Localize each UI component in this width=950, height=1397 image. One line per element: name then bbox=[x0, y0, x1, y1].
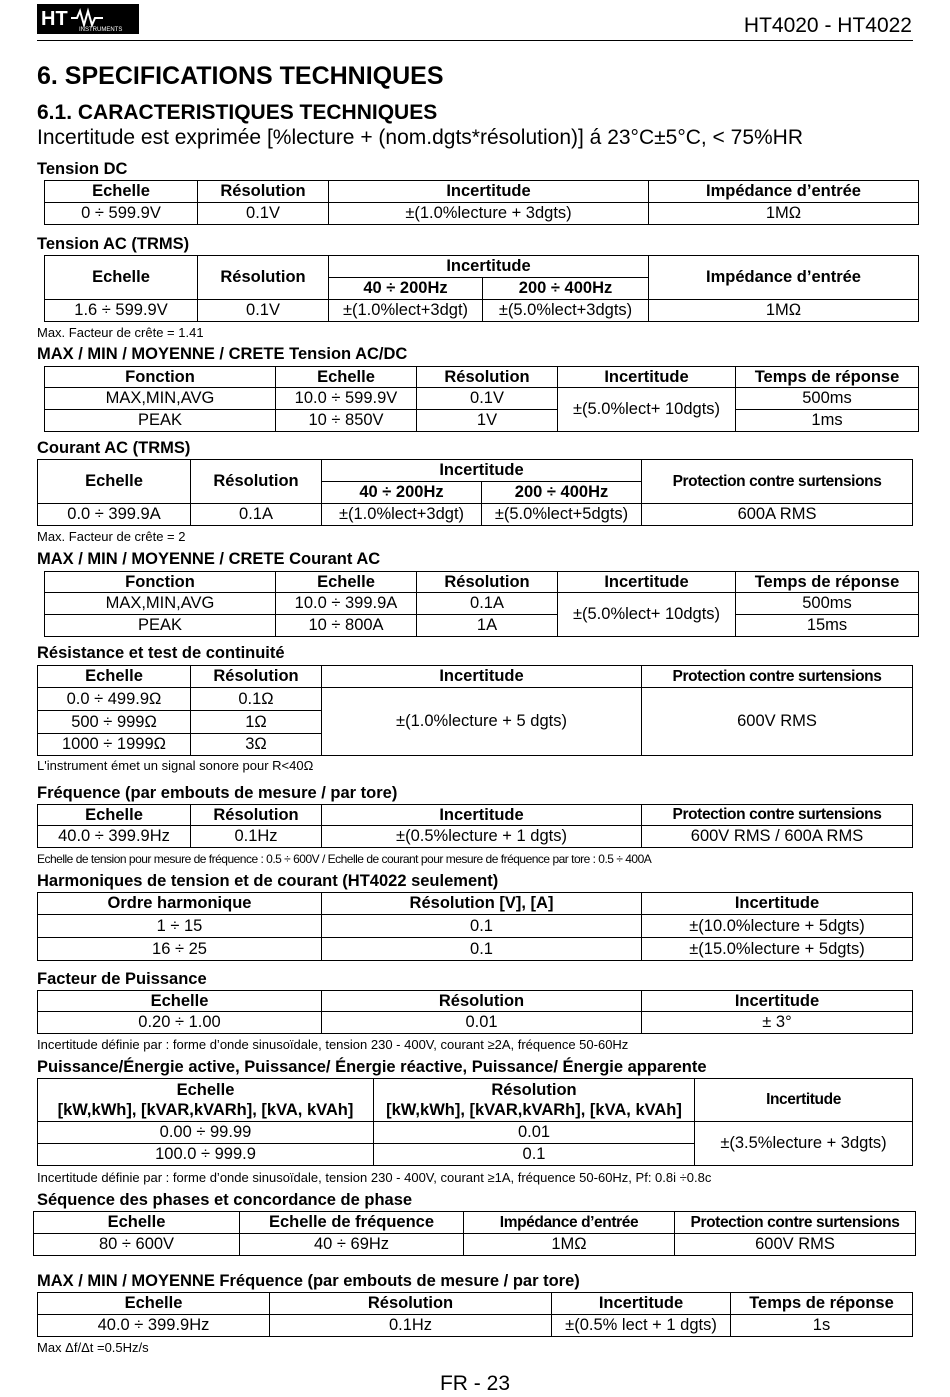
col-header: Echelle bbox=[38, 666, 191, 688]
table-cell: PEAK bbox=[45, 615, 276, 637]
slew-rate-note: Max Δf/Δt =0.5Hz/s bbox=[37, 1340, 149, 1355]
col-header: Echelle bbox=[38, 460, 191, 504]
table-cell: 16 ÷ 25 bbox=[38, 938, 322, 961]
table-cell: 0.1A bbox=[417, 593, 558, 615]
section-power-energy: Puissance/Énergie active, Puissance/ Énergie réactive, Puissance/ Énergie apparente bbox=[37, 1058, 707, 1076]
section-resistance: Résistance et test de continuité bbox=[37, 644, 285, 662]
table-maxmin-frequency bbox=[37, 1292, 913, 1337]
table-cell: 0.00 ÷ 99.99 bbox=[38, 1122, 374, 1144]
frequency-range-note: Echelle de tension pour mesure de fréquence : 0.5 ÷ 600V / Echelle de courant pour mesure de fréquence par tore : 0.5 ÷ 400A bbox=[37, 852, 652, 866]
table-cell: ±(10.0%lecture + 5dgts) bbox=[642, 915, 913, 938]
section-maxmin-voltage: MAX / MIN / MOYENNE / CRETE Tension AC/DC bbox=[37, 345, 408, 363]
section-power-factor: Facteur de Puissance bbox=[37, 970, 207, 988]
col-header: Temps de réponse bbox=[736, 367, 919, 388]
table-cell: 1000 ÷ 1999Ω bbox=[38, 734, 191, 756]
table-cell: 1Ω bbox=[191, 711, 322, 734]
col-header: Résolution bbox=[270, 1293, 552, 1315]
table-cell: 0.20 ÷ 1.00 bbox=[38, 1012, 322, 1034]
col-header: Protection contre surtensions bbox=[675, 1212, 916, 1234]
table-cell: 600V RMS / 600A RMS bbox=[642, 826, 913, 848]
header-rule bbox=[37, 40, 913, 41]
sub-header: 200 ÷ 400Hz bbox=[482, 482, 642, 504]
table-cell: 1ms bbox=[736, 410, 919, 432]
table-cell: 0 ÷ 599.9V bbox=[45, 203, 198, 225]
table-cell: 0.01 bbox=[374, 1122, 695, 1144]
col-header: Protection contre surtensions bbox=[642, 460, 913, 504]
section-title: 6.1. CARACTERISTIQUES TECHNIQUES bbox=[37, 101, 438, 124]
col-header: Temps de réponse bbox=[731, 1293, 913, 1315]
table-cell: 1MΩ bbox=[649, 300, 919, 322]
section-ac-current: Courant AC (TRMS) bbox=[37, 439, 191, 457]
table-cell: ±(5.0%lect+3dgts) bbox=[483, 300, 649, 322]
table-cell: 1MΩ bbox=[464, 1234, 675, 1256]
table-cell: 40 ÷ 69Hz bbox=[240, 1234, 464, 1256]
table-cell: MAX,MIN,AVG bbox=[45, 593, 276, 615]
col-header: Résolution bbox=[191, 460, 322, 504]
table-cell: 1s bbox=[731, 1315, 913, 1337]
col-header: Résolution bbox=[191, 666, 322, 688]
col-header: Fonction bbox=[45, 572, 276, 593]
col-header: Protection contre surtensions bbox=[642, 666, 913, 688]
table-cell: 600V RMS bbox=[642, 688, 913, 756]
section-harmonics: Harmoniques de tension et de courant (HT4022 seulement) bbox=[37, 872, 499, 890]
col-header: Echelle bbox=[45, 256, 198, 300]
table-power-factor bbox=[37, 990, 913, 1034]
table-ac-current bbox=[37, 459, 913, 526]
col-header: Echelle de fréquence bbox=[240, 1212, 464, 1234]
header-line: Echelle bbox=[176, 1081, 235, 1099]
table-cell: 1A bbox=[417, 615, 558, 637]
intro-text: Incertitude est exprimée [%lecture + (nom.dgts*résolution)] á 23°C±5°C, < 75%HR bbox=[37, 126, 804, 149]
sub-header: 40 ÷ 200Hz bbox=[322, 482, 482, 504]
table-cell: 1V bbox=[417, 410, 558, 432]
table-cell: 0.1 bbox=[322, 938, 642, 961]
col-header: Résolution bbox=[198, 181, 329, 203]
table-maxmin-current bbox=[44, 571, 919, 637]
col-header: Incertitude bbox=[322, 666, 642, 688]
table-cell: 40.0 ÷ 399.9Hz bbox=[38, 826, 191, 848]
table-power-energy bbox=[37, 1078, 913, 1166]
col-header: Résolution bbox=[417, 572, 558, 593]
table-cell: 0.1V bbox=[198, 203, 329, 225]
table-cell: 600V RMS bbox=[675, 1234, 916, 1256]
section-maxmin-current: MAX / MIN / MOYENNE / CRETE Courant AC bbox=[37, 550, 381, 568]
col-header: Echelle bbox=[45, 181, 198, 203]
col-header: Echelle bbox=[38, 1293, 270, 1315]
col-header: Temps de réponse bbox=[736, 572, 919, 593]
table-cell: 0.1A bbox=[191, 504, 322, 526]
svg-text:INSTRUMENTS: INSTRUMENTS bbox=[79, 27, 123, 33]
table-cell: 1.6 ÷ 599.9V bbox=[45, 300, 198, 322]
table-cell: MAX,MIN,AVG bbox=[45, 388, 276, 410]
table-cell: ±(0.5% lect + 1 dgts) bbox=[552, 1315, 731, 1337]
section-dc-voltage: Tension DC bbox=[37, 160, 128, 178]
section-maxmin-frequency: MAX / MIN / MOYENNE Fréquence (par embouts de mesure / par tore) bbox=[37, 1272, 580, 1290]
header-unit-line: [kW,kWh], [kVAR,kVARh], [kVA, kVAh] bbox=[57, 1101, 354, 1119]
table-cell: 0.1 bbox=[374, 1144, 695, 1166]
col-header: Incertitude bbox=[642, 991, 913, 1012]
table-cell: PEAK bbox=[45, 410, 276, 432]
col-header: Résolution bbox=[417, 367, 558, 388]
col-header: Echelle bbox=[38, 991, 322, 1012]
col-header: Résolution bbox=[322, 991, 642, 1012]
header-unit-line: [kW,kWh], [kVAR,kVARh], [kVA, kVAh] bbox=[386, 1101, 682, 1119]
table-cell: ±(1.0%lecture + 3dgts) bbox=[329, 203, 649, 225]
table-cell: ±(1.0%lecture + 5 dgts) bbox=[322, 688, 642, 756]
page-number: FR - 23 bbox=[439, 1372, 510, 1395]
table-cell: 0.1 bbox=[322, 915, 642, 938]
table-cell: ±(5.0%lect+ 10dgts) bbox=[558, 388, 736, 432]
header-line: Résolution bbox=[491, 1081, 577, 1099]
col-header: Ordre harmonique bbox=[38, 893, 322, 915]
table-cell: ±(5.0%lect+ 10dgts) bbox=[558, 593, 736, 637]
table-cell: 0.1V bbox=[417, 388, 558, 410]
col-header: Incertitude bbox=[329, 181, 649, 203]
table-maxmin-voltage bbox=[44, 366, 919, 432]
table-cell: ±(1.0%lect+3dgt) bbox=[329, 300, 483, 322]
table-cell: ±(3.5%lecture + 3dgts) bbox=[695, 1122, 913, 1166]
section-phase-sequence: Séquence des phases et concordance de phase bbox=[37, 1191, 413, 1209]
table-cell: ±(15.0%lecture + 5dgts) bbox=[642, 938, 913, 961]
table-cell: 0.1Hz bbox=[270, 1315, 552, 1337]
col-header: Protection contre surtensions bbox=[642, 805, 913, 826]
col-header: Résolution bbox=[198, 256, 329, 300]
beep-note: L'instrument émet un signal sonore pour R<40Ω bbox=[37, 758, 314, 773]
table-cell: ±(0.5%lecture + 1 dgts) bbox=[322, 826, 642, 848]
col-header bbox=[374, 1079, 695, 1122]
col-header: Echelle bbox=[34, 1212, 240, 1234]
table-cell: 0.1V bbox=[198, 300, 329, 322]
table-cell: 0.1Hz bbox=[191, 826, 322, 848]
col-header: Echelle bbox=[38, 805, 191, 826]
table-cell: 500ms bbox=[736, 388, 919, 410]
table-cell: 100.0 ÷ 999.9 bbox=[38, 1144, 374, 1166]
table-cell: 500 ÷ 999Ω bbox=[38, 711, 191, 734]
crest-factor-note: Max. Facteur de crête = 1.41 bbox=[37, 325, 204, 340]
col-header: Incertitude bbox=[329, 256, 649, 278]
col-header: Incertitude bbox=[322, 805, 642, 826]
table-cell: 3Ω bbox=[191, 734, 322, 756]
table-cell: 1 ÷ 15 bbox=[38, 915, 322, 938]
table-cell: 10.0 ÷ 399.9A bbox=[276, 593, 417, 615]
col-header: Incertitude bbox=[695, 1079, 913, 1122]
col-header: Incertitude bbox=[322, 460, 642, 482]
table-cell: 10.0 ÷ 599.9V bbox=[276, 388, 417, 410]
table-phase-sequence bbox=[33, 1211, 916, 1256]
table-cell: 0.0 ÷ 399.9A bbox=[38, 504, 191, 526]
power-note: Incertitude définie par : forme d’onde sinusoïdale, tension 230 - 400V, courant ≥1A, fréquence 50-60Hz, Pf: 0.8i ÷0.8c bbox=[37, 1170, 712, 1185]
col-header: Incertitude bbox=[558, 572, 736, 593]
col-header: Incertitude bbox=[642, 893, 913, 915]
table-ac-voltage bbox=[44, 255, 919, 322]
table-cell: 0.01 bbox=[322, 1012, 642, 1034]
col-header: Impédance d’entrée bbox=[464, 1212, 675, 1234]
table-cell: 600A RMS bbox=[642, 504, 913, 526]
table-cell: ±(1.0%lect+3dgt) bbox=[322, 504, 482, 526]
table-cell: 1MΩ bbox=[649, 203, 919, 225]
table-resistance bbox=[37, 665, 913, 756]
table-harmonics bbox=[37, 892, 913, 961]
table-cell: 0.1Ω bbox=[191, 688, 322, 711]
section-frequency: Fréquence (par embouts de mesure / par tore) bbox=[37, 784, 398, 802]
col-header bbox=[38, 1079, 374, 1122]
section-ac-voltage: Tension AC (TRMS) bbox=[37, 235, 190, 253]
table-cell: 40.0 ÷ 399.9Hz bbox=[38, 1315, 270, 1337]
crest-factor-note: Max. Facteur de crête = 2 bbox=[37, 529, 186, 544]
col-header: Résolution bbox=[191, 805, 322, 826]
svg-text:HT: HT bbox=[41, 8, 68, 30]
col-header: Résolution [V], [A] bbox=[322, 893, 642, 915]
table-cell: 80 ÷ 600V bbox=[34, 1234, 240, 1256]
table-cell: 500ms bbox=[736, 593, 919, 615]
table-frequency bbox=[37, 804, 913, 848]
table-dc-voltage bbox=[44, 180, 919, 225]
table-cell: ± 3° bbox=[642, 1012, 913, 1034]
col-header: Incertitude bbox=[558, 367, 736, 388]
col-header: Fonction bbox=[45, 367, 276, 388]
table-cell: 0.0 ÷ 499.9Ω bbox=[38, 688, 191, 711]
col-header: Impédance d’entrée bbox=[649, 181, 919, 203]
col-header: Incertitude bbox=[552, 1293, 731, 1315]
col-header: Echelle bbox=[276, 572, 417, 593]
power-factor-note: Incertitude définie par : forme d’onde sinusoïdale, tension 230 - 400V, courant ≥2A, fréquence 50-60Hz bbox=[37, 1037, 629, 1052]
table-cell: 10 ÷ 850V bbox=[276, 410, 417, 432]
ht-logo bbox=[37, 4, 139, 34]
chapter-title: 6. SPECIFICATIONS TECHNIQUES bbox=[37, 62, 444, 90]
table-cell: 15ms bbox=[736, 615, 919, 637]
table-cell: 10 ÷ 800A bbox=[276, 615, 417, 637]
model-name: HT4020 - HT4022 bbox=[743, 14, 912, 37]
col-header: Impédance d’entrée bbox=[649, 256, 919, 300]
table-cell: ±(5.0%lect+5dgts) bbox=[482, 504, 642, 526]
sub-header: 200 ÷ 400Hz bbox=[483, 278, 649, 300]
col-header: Echelle bbox=[276, 367, 417, 388]
sub-header: 40 ÷ 200Hz bbox=[329, 278, 483, 300]
